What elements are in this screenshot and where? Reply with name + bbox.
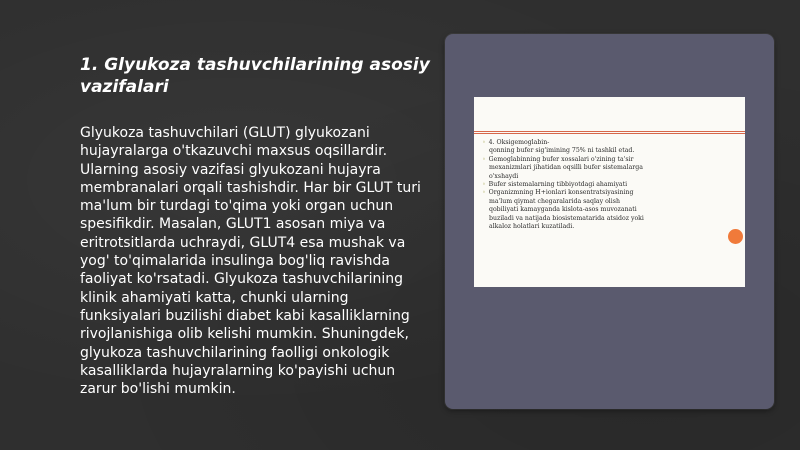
scan-line: o'xshaydi — [489, 172, 519, 180]
scan-line: qobiliyati kamayganda kislota-asos muvozanati — [489, 206, 637, 214]
scan-line: mexanizmlari jihatidan oqsilli bufer sistemalarga — [489, 164, 643, 172]
scan-line: ◦ Organizmning H+ionlari konsentratsiyasining — [482, 189, 714, 197]
scan-top-rule — [474, 131, 745, 132]
scan-text-lines — [482, 139, 714, 231]
scan-top-rule-2 — [474, 133, 745, 134]
scan-line: qonning bufer sig'imining 75% ni tashkil etad. — [489, 147, 635, 155]
scan-line: buziladi va natijada biosistematarida atsidoz yoki — [489, 214, 644, 222]
scan-line: ma'lum qiymat chegaralarida saqlay olish — [489, 197, 620, 205]
scan-line: ◦ Gemoglabinning bufer xossalari o'zining ta'sir — [482, 156, 714, 164]
scan-line: alkaloz holatlari kuzatiladi. — [489, 223, 575, 231]
scan-line: ◦ 4. Oksigemoglabin- — [482, 139, 714, 147]
scan-line: ◦ Bufer sistemalarning tibbiyotdagi ahamiyati — [482, 181, 714, 189]
slide-title: 1. Glyukoza tashuvchilarining asosiy vazifalari — [80, 55, 430, 97]
image-panel — [445, 34, 774, 409]
scanned-page-image — [474, 97, 745, 287]
slide-body-text: Glyukoza tashuvchilari (GLUT) glyukozani hujayralarga o'tkazuvchi maxsus oqsillardir. Ularning asosiy vazifasi glyukozani hujayra membranalari orqali tashishdir. Har bir GLUT turi ma'lum bir turdagi to'qima yoki organ uchun spesifikdir. Masalan, GLUT1 asosan miya va eritrotsitlarda uchraydi, GLUT4 esa mushak va yog' to'qimalarida insulinga bog'liq ravishda faoliyat ko'rsatadi. Glyukoza tashuvchilarining klinik ahamiyati katta, chunki ularning funksiyalari buzilishi diabet kabi kasalliklarning rivojlanishiga olib kelishi mumkin. Shuningdek, glyukoza tashuvchilarining faolligi onkologik kasalliklarda hujayralarning ko'payishi uchun zarur bo'lishi mumkin. — [80, 125, 421, 398]
orange-dot-icon — [728, 229, 743, 244]
